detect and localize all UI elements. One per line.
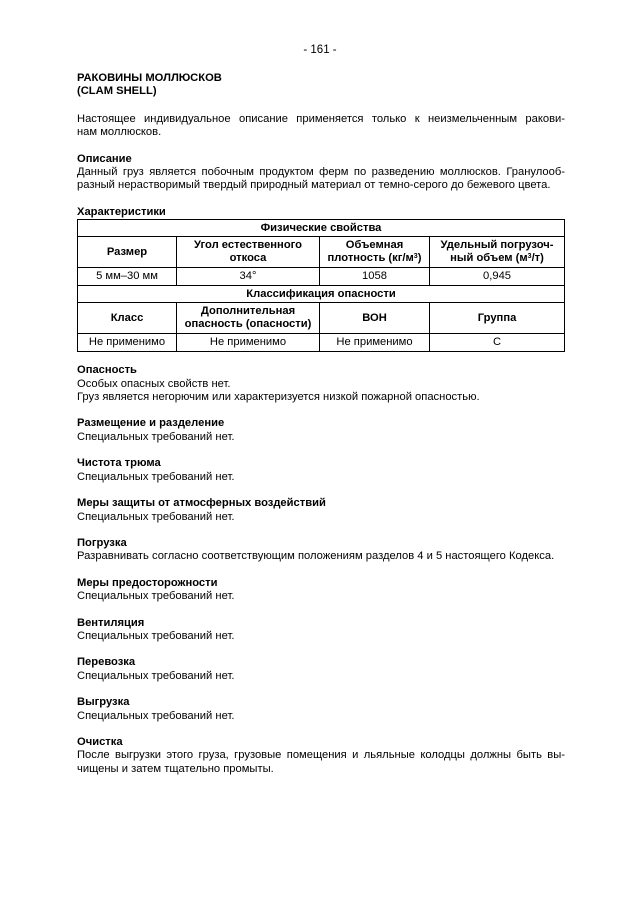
section-heading: Описание [77, 152, 132, 165]
section-heading: Вентиляция [77, 616, 145, 629]
section-text: Особых опасных свойств нет. [77, 377, 231, 390]
header-angle-of-repose: Угол естественного откоса [177, 237, 320, 268]
hold-cleanliness-section [77, 457, 565, 484]
carriage-section [77, 656, 565, 683]
header-class: Класс [78, 303, 177, 334]
hazard-classification-title: Классификация опасности [78, 286, 565, 303]
section-text: чищены и затем тщательно промыты. [77, 762, 274, 775]
intro-line-1: Настоящее индивидуальное описание применяется только к неизмельченным ракови- [77, 112, 565, 125]
section-text: Груз является негорючим или характеризуется низкой пожарной опасностью. [77, 391, 480, 404]
section-text: Специальных требований нет. [77, 629, 235, 642]
section-text: Специальных требований нет. [77, 709, 235, 722]
section-heading: Размещение и разделение [77, 417, 225, 430]
section-text: Специальных требований нет. [77, 590, 235, 603]
section-text: После выгрузки этого груза, грузовые помещения и льяльные колодцы должны быть вы- [77, 749, 565, 762]
header-bulk-density: Объемная плотность $(кг/м^3)$ [320, 237, 430, 268]
ventilation-section [77, 617, 565, 644]
header-size: Размер [78, 237, 177, 268]
section-text: Специальных требований нет. [77, 510, 235, 523]
document-body [77, 72, 565, 776]
value-subsidiary-hazard: Не применимо [177, 334, 320, 352]
header-subsidiary-hazard: Дополнительная опасность (опасности) [177, 303, 320, 334]
loading-section [77, 537, 565, 564]
header-mhb: ВОН [320, 303, 430, 334]
value-mhb: Не применимо [320, 334, 430, 352]
section-heading: Выгрузка [77, 696, 130, 709]
value-stowage-factor: 0,945 [430, 268, 565, 286]
properties-table [77, 219, 565, 352]
section-heading: Опасность [77, 364, 137, 377]
section-heading: Погрузка [77, 536, 127, 549]
hazard-section [77, 364, 565, 404]
section-heading: Меры предосторожности [77, 576, 218, 589]
section-text: Специальных требований нет. [77, 470, 235, 483]
intro-line-2: нам моллюсков. [77, 126, 162, 139]
section-heading: Очистка [77, 735, 123, 748]
value-angle-of-repose: 34° [177, 268, 320, 286]
section-text: Специальных требований нет. [77, 669, 235, 682]
section-heading: Характеристики [77, 205, 166, 218]
clean-up-section [77, 736, 565, 776]
section-heading: Чистота трюма [77, 457, 161, 470]
value-group: C [430, 334, 565, 352]
header-group: Группа [430, 303, 565, 334]
document-title: РАКОВИНЫ МОЛЛЮСКОВ [77, 72, 222, 84]
description-line-2: разный нерастворимый твердый природный материал от темно-серого до бежевого цвета. [77, 179, 551, 192]
header-stowage-factor: Удельный погрузоч- ный объем $(м^3/т)$ [430, 237, 565, 268]
weather-precautions-section [77, 497, 565, 524]
document-subtitle: (CLAM SHELL) [77, 85, 157, 98]
value-size: 5 мм–30 мм [78, 268, 177, 286]
section-text: Разравнивать согласно соответствующим положениям разделов 4 и 5 настоящего Кодекса. [77, 550, 555, 563]
page-number: - 161 - [303, 44, 337, 56]
precautions-section [77, 577, 565, 604]
value-bulk-density: 1058 [320, 268, 430, 286]
description-line-1: Данный груз является побочным продуктом ферм по разведению моллюсков. Гранулооб- [77, 166, 565, 179]
physical-properties-title: Физические свойства [78, 220, 565, 237]
discharge-section [77, 696, 565, 723]
section-heading: Меры защиты от атмосферных воздействий [77, 497, 326, 510]
section-heading: Перевозка [77, 656, 136, 669]
stowage-segregation-section [77, 417, 565, 444]
value-class: Не применимо [78, 334, 177, 352]
section-text: Специальных требований нет. [77, 430, 235, 443]
